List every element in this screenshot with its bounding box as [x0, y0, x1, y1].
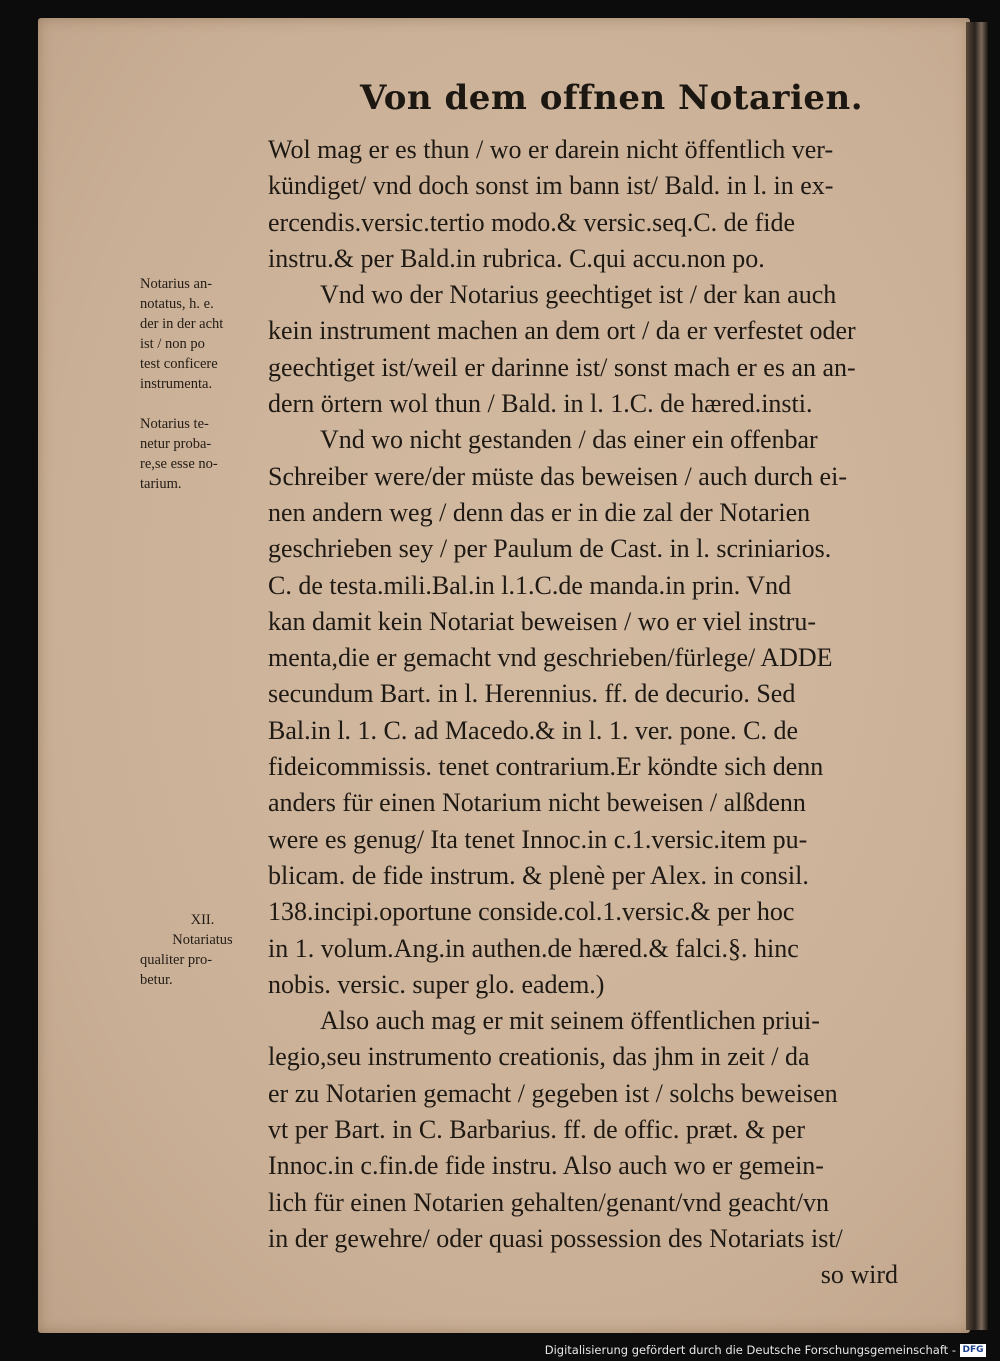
footer-text: Digitalisierung gefördert durch die Deutsche Forschungsgemeinschaft - [544, 1343, 956, 1357]
text-line: ercendis.versic.tertio modo.& versic.seq.C. de fide [268, 207, 796, 237]
running-head: Von dem offnen Notarien. [360, 78, 864, 118]
text-line: so wird [820, 1260, 898, 1290]
margin-note-line: XII. [190, 912, 215, 928]
text-line: kan damit kein Notariat beweisen / wo er viel instru- [268, 606, 817, 636]
text-line: Vnd wo nicht gestanden / das einer ein offenbar [320, 425, 818, 455]
text-line: secundum Bart. in l. Herennius. ff. de decurio. Sed [268, 679, 796, 709]
text-line: nobis. versic. super glo. eadem.) [268, 969, 605, 999]
text-line: Schreiber were/der müste das beweisen / auch durch ei- [268, 461, 847, 491]
text-line: were es genug/ Ita tenet Innoc.in c.1.versic.item pu- [268, 824, 808, 854]
digitization-footer [545, 1341, 986, 1359]
margin-note-line: qualiter pro- [140, 952, 213, 968]
margin-note-notariatus [140, 910, 265, 990]
text-line: instru.& per Bald.in rubrica. C.qui accu.non po. [268, 243, 765, 273]
text-line: Innoc.in c.fin.de fide instru. Also auch wo er gemein- [268, 1151, 824, 1181]
text-line: nen andern weg / denn das er in die zal der Notarien [268, 497, 811, 527]
text-line: in 1. volum.Ang.in authen.de hæred.& falci.§. hinc [268, 933, 799, 963]
text-line: menta,die er gemacht vnd geschrieben/fürlege/ ADDE [268, 643, 833, 673]
text-line: vt per Bart. in C. Barbarius. ff. de offic. præt. & per [268, 1115, 805, 1145]
margin-note-line: ist / non po [140, 336, 205, 352]
margin-note-line: notatus, h. e. [140, 296, 214, 312]
text-line: 138.incipi.oportune conside.col.1.versic.& per hoc [268, 897, 795, 927]
text-line: Also auch mag er mit seinem öffentlichen priui- [320, 1006, 820, 1036]
text-line: in der gewehre/ oder quasi possession des Notariats ist/ [268, 1223, 843, 1253]
margin-note-line: Notarius te- [140, 416, 209, 432]
margin-note-line: tarium. [140, 476, 182, 492]
text-line: geschrieben sey / per Paulum de Cast. in l. scriniarios. [268, 534, 832, 564]
text-line: Bal.in l. 1. C. ad Macedo.& in l. 1. ver. pone. C. de [268, 715, 799, 745]
text-line: lich für einen Notarien gehalten/genant/vnd geacht/vn [268, 1187, 829, 1217]
text-line: dern örtern wol thun / Bald. in l. 1.C. de hæred.insti. [268, 389, 813, 419]
margin-note-notarius-tenetur [140, 414, 265, 494]
margin-note-line: re,se esse no- [140, 456, 218, 472]
text-line: C. de testa.mili.Bal.in l.1.C.de manda.in prin. Vnd [268, 570, 792, 600]
margin-note-line: instrumenta. [140, 376, 213, 392]
page-edge-shadow [966, 22, 988, 1330]
text-line: Vnd wo der Notarius geechtiget ist / der kan auch [320, 280, 837, 310]
margin-note-line: netur proba- [140, 436, 212, 452]
text-line: anders für einen Notarium nicht beweisen / alßdenn [268, 788, 806, 818]
margin-note-line: Notariatus [172, 932, 233, 948]
margin-note-line: betur. [140, 972, 173, 988]
text-line: er zu Notarien gemacht / gegeben ist / solchs beweisen [268, 1078, 838, 1108]
text-line: geechtiget ist/weil er darinne ist/ sonst mach er es an an- [268, 352, 856, 382]
dfg-logo: DFG [960, 1344, 986, 1357]
margin-note-line: test conficere [140, 356, 218, 372]
text-line: kündiget/ vnd doch sonst im bann ist/ Bald. in l. in ex- [268, 171, 834, 201]
text-line: kein instrument machen an dem ort / da er verfestet oder [268, 316, 856, 346]
text-line: blicam. de fide instrum. & plenè per Alex. in consil. [268, 860, 809, 890]
text-line: fideicommissis. tenet contrarium.Er köndte sich denn [268, 752, 824, 782]
margin-note-line: Notarius an- [140, 276, 213, 292]
main-text-block [268, 132, 908, 1294]
margin-note-line: der in der acht [140, 316, 224, 332]
margin-note-notarius-annotatus [140, 274, 265, 394]
text-line: Wol mag er es thun / wo er darein nicht öffentlich ver- [268, 135, 834, 164]
text-line: legio,seu instrumento creationis, das jhm in zeit / da [268, 1042, 810, 1072]
